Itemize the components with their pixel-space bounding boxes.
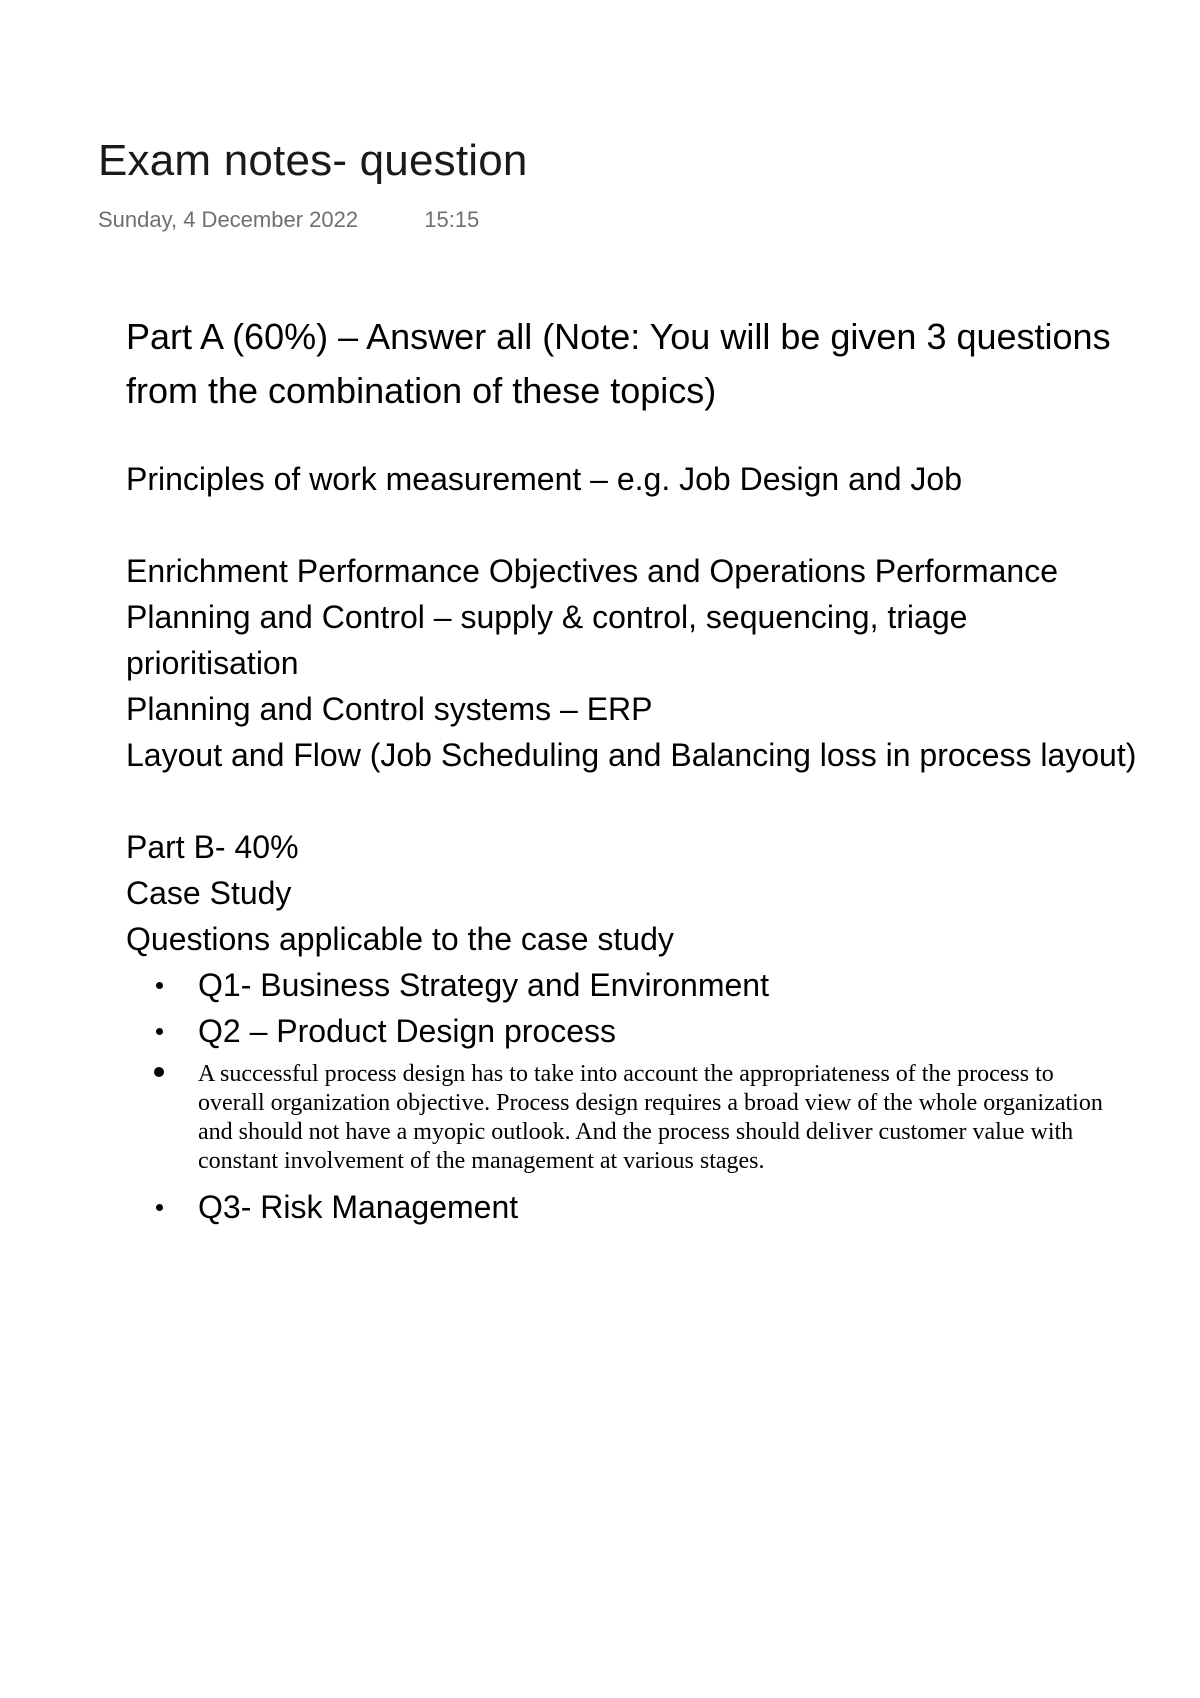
bullet-icon <box>156 982 163 989</box>
spacer <box>126 502 1200 548</box>
paragraph-line: and should not have a myopic outlook. And the process should deliver customer value with <box>198 1119 1074 1145</box>
paragraph-line: constant involvement of the management at various stages. <box>198 1148 765 1174</box>
page-title: Exam notes- question <box>98 136 528 185</box>
note-content <box>126 310 1200 1230</box>
bullet-icon <box>156 1028 163 1035</box>
page-timestamp <box>98 207 479 233</box>
list-item <box>126 962 1200 1008</box>
questions-heading: Questions applicable to the case study <box>126 921 674 957</box>
list-item-label: Q2 – Product Design process <box>198 1013 616 1049</box>
topic-planning-control-cont: prioritisation <box>126 645 299 681</box>
topic-enrichment: Enrichment Performance Objectives and Operations Performance <box>126 553 1058 589</box>
paragraph-line: overall organization objective. Process design requires a broad view of the whole organization <box>198 1090 1103 1116</box>
page-date: Sunday, 4 December 2022 <box>98 207 359 232</box>
topic-work-measurement: Principles of work measurement – e.g. Job Design and Job <box>126 461 962 497</box>
topic-planning-control: Planning and Control – supply & control, sequencing, triage <box>126 599 968 635</box>
case-study-heading: Case Study <box>126 875 292 911</box>
list-item-paragraph <box>126 1060 1200 1176</box>
spacer <box>126 778 1200 824</box>
part-a-heading <box>126 310 1200 418</box>
bullet-icon <box>156 1204 163 1211</box>
list-item <box>126 1184 1200 1230</box>
paragraph-line: A successful process design has to take into account the appropriateness of the process to <box>198 1061 1054 1087</box>
list-item <box>126 1008 1200 1054</box>
list-item-label: Q1- Business Strategy and Environment <box>198 967 769 1003</box>
spacer <box>126 418 1200 456</box>
page-time: 15:15 <box>424 207 480 232</box>
part-a-line-2: from the combination of these topics) <box>126 370 717 411</box>
bullet-icon <box>154 1067 164 1077</box>
list-item-label: Q3- Risk Management <box>198 1189 519 1225</box>
part-a-line-1: Part A (60%) – Answer all (Note: You will be given 3 questions <box>126 316 1111 357</box>
topic-planning-systems: Planning and Control systems – ERP <box>126 691 653 727</box>
topic-layout-flow: Layout and Flow (Job Scheduling and Balancing loss in process layout) <box>126 737 1137 773</box>
question-list <box>126 962 1200 1230</box>
part-b-heading: Part B- 40% <box>126 829 299 865</box>
